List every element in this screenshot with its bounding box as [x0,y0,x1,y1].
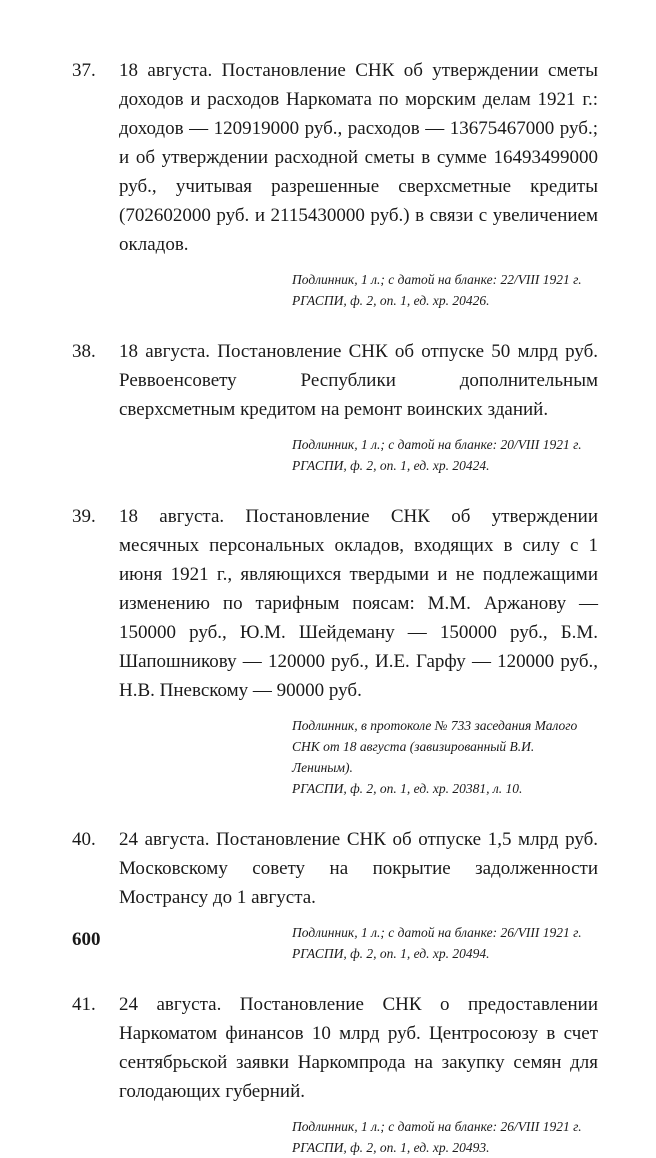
source-note [72,715,598,799]
entry-40 [72,825,598,964]
entry-38 [72,337,598,476]
entry-text [72,825,598,912]
entry-body: 24 августа. Постановление СНК об отпуске 1,5 млрд руб. Московскому совету на покрытие задолженности Мострансу до 1 августа. [119,829,598,908]
entry-body: 18 августа. Постановление СНК об утверждении сметы доходов и расходов Наркомата по морским делам 1921 г.: доходов — 120919000 руб., расходов — 13675467000 руб.; и об утверждении расходной сметы в сумме 16493499000 руб., учитывая разрешенные сверхсметные кредиты (702602000 руб. и 2115430000 руб.) в связи с увеличением окладов. [119,60,598,255]
source-line: Подлинник, в протоколе № 733 заседания Малого [292,718,578,733]
source-line: РГАСПИ, ф. 2, оп. 1, ед. хр. 20494. [292,946,490,961]
source-line: Подлинник, 1 л.; с датой на бланке: 26/VIII 1921 г. [292,1119,582,1134]
source-line: РГАСПИ, ф. 2, оп. 1, ед. хр. 20426. [292,293,490,308]
source-line: Подлинник, 1 л.; с датой на бланке: 22/VIII 1921 г. [292,272,582,287]
source-note [72,1116,598,1158]
entry-37 [72,56,598,311]
entry-body: 18 августа. Постановление СНК об утверждении месячных персональных окладов, входящих в силу с 1 июня 1921 г., являющихся твердыми и не подлежащими изменению по тарифным поясам: М.М. Аржанову — 150000 руб., Ю.М. Шейдеману — 150000 руб., Б.М. Шапошникову — 120000 руб., И.Е. Гарфу — 120000 руб., Н.В. Пневскому — 90000 руб. [119,506,598,701]
entry-number: 39. [72,506,96,527]
source-line: Подлинник, 1 л.; с датой на бланке: 26/VIII 1921 г. [292,925,582,940]
source-line: РГАСПИ, ф. 2, оп. 1, ед. хр. 20493. [292,1140,490,1155]
entry-number: 38. [72,341,96,362]
source-line: РГАСПИ, ф. 2, оп. 1, ед. хр. 20424. [292,458,490,473]
entry-39 [72,502,598,799]
source-note [72,922,598,964]
entry-number: 40. [72,829,96,850]
source-note [72,434,598,476]
source-line: РГАСПИ, ф. 2, оп. 1, ед. хр. 20381, л. 10. [292,781,523,796]
entry-text [72,56,598,259]
entry-text [72,502,598,705]
source-note [72,269,598,311]
document-page [72,56,598,1158]
entry-number: 41. [72,994,96,1015]
entry-41 [72,990,598,1158]
entry-number: 37. [72,60,96,81]
source-line: Подлинник, 1 л.; с датой на бланке: 20/VIII 1921 г. [292,437,582,452]
source-line: СНК от 18 августа (завизированный В.И. Лениным). [292,739,535,775]
entry-text [72,337,598,424]
entry-text [72,990,598,1106]
entry-body: 24 августа. Постановление СНК о предоставлении Наркоматом финансов 10 млрд руб. Центросоюзу в счет сентябрьской заявки Наркомпрода на закупку семян для голодающих губерний. [119,994,598,1102]
entry-body: 18 августа. Постановление СНК об отпуске 50 млрд руб. Реввоенсовету Республики дополнительным сверхсметным кредитом на ремонт воинских зданий. [119,341,598,420]
page-number: 600 [72,929,101,950]
